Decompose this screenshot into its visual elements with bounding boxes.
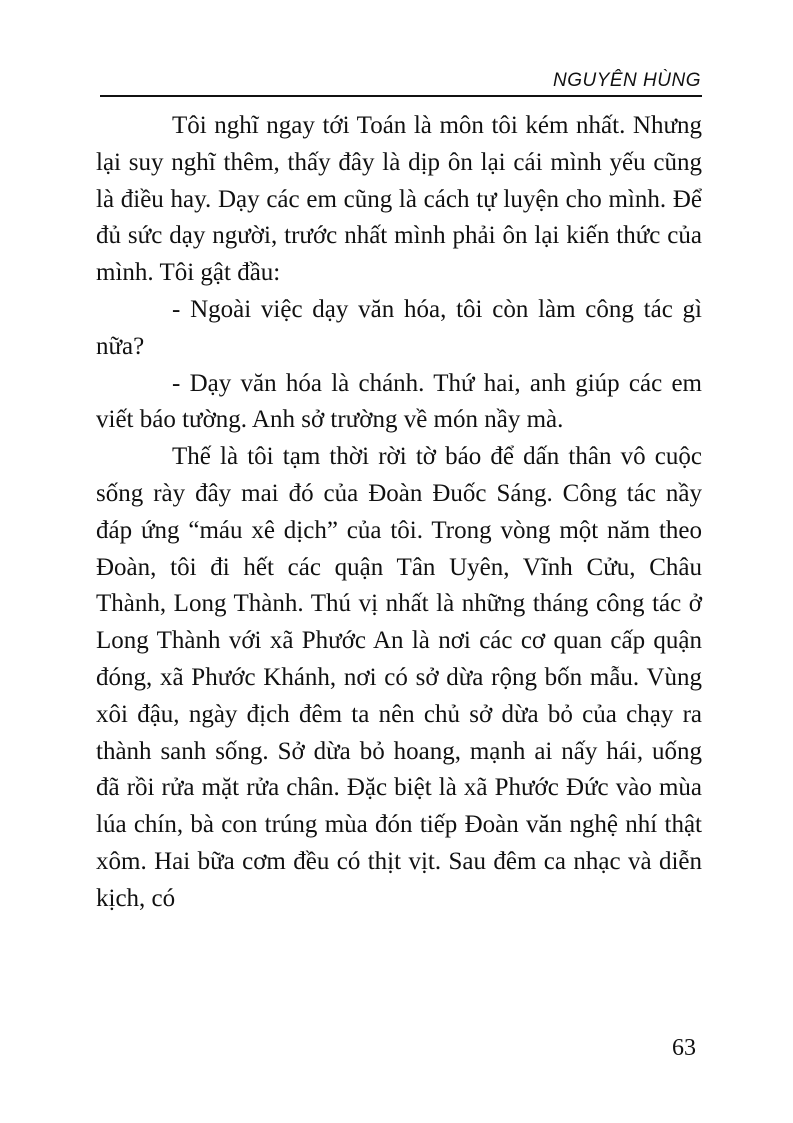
paragraph-3-dialogue: - Dạy văn hóa là chánh. Thứ hai, anh giúp các em viết báo tường. Anh sở trường về món nầy mà. — [96, 369, 702, 434]
header-rule — [100, 95, 702, 97]
paragraph-2-dialogue: - Ngoài việc dạy văn hóa, tôi còn làm công tác gì nữa? — [96, 295, 702, 360]
running-head-author: NGUYÊN HÙNG — [552, 70, 701, 91]
page-number: 63 — [672, 1035, 696, 1061]
paragraph-1: Tôi nghĩ ngay tới Toán là môn tôi kém nhất. Nhưng lại suy nghĩ thêm, thấy đây là dịp ôn lại cái mình yếu cũng là điều hay. Dạy các em cũng là cách tự luyện cho mình. Để đủ sức dạy người, trước nhất mình phải ôn lại kiến thức của mình. Tôi gật đầu: — [96, 112, 702, 287]
paragraph-4: Thế là tôi tạm thời rời tờ báo để dấn thân vô cuộc sống rày đây mai đó của Đoàn Đuốc Sáng. Công tác nầy đáp ứng “máu xê dịch” của tôi. Trong vòng một năm theo Đoàn, tôi đi hết các quận Tân Uyên, Vĩnh Cửu, Châu Thành, Long Thành. Thú vị nhất là những tháng công tác ở Long Thành với xã Phước An là nơi các cơ quan cấp quận đóng, xã Phước Khánh, nơi có sở dừa rộng bốn mẫu. Vùng xôi đậu, ngày địch đêm ta nên chủ sở dừa bỏ của chạy ra thành sanh sống. Sở dừa bỏ hoang, mạnh ai nấy hái, uống đã rồi rửa mặt rửa chân. Đặc biệt là xã Phước Đức vào mùa lúa chín, bà con trúng mùa đón tiếp Đoàn văn nghệ nhí thật xôm. Hai bữa cơm đều có thịt vịt. Sau đêm ca nhạc và diễn kịch, có — [96, 443, 702, 912]
body-text — [96, 108, 702, 918]
